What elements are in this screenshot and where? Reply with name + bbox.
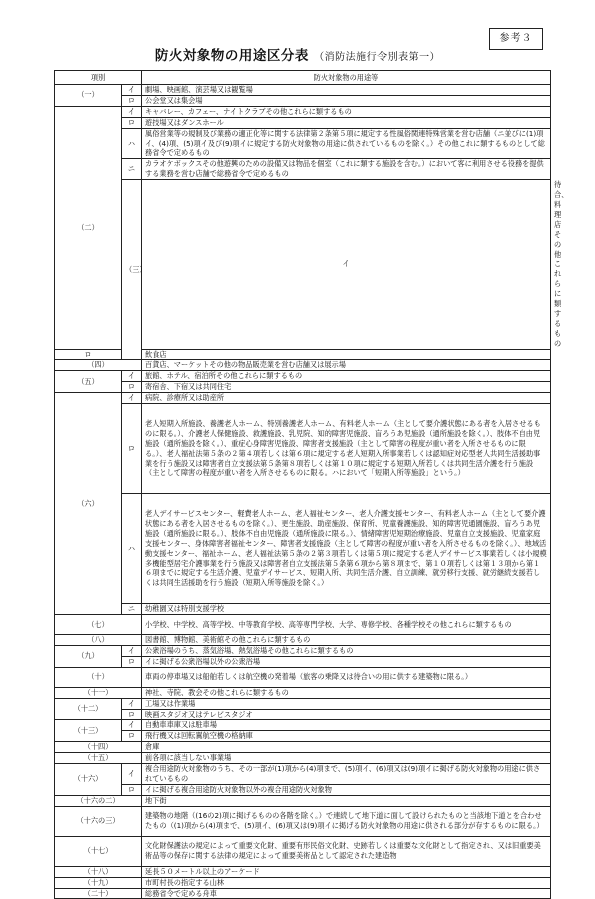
table-row [55,877,551,888]
subcategory-cell: ロ [122,95,142,106]
usage-description-cell: 小学校、中学校、高等学校、中等教育学校、高等専門学校、大学、専修学校、各種学校その他これらに類するもの [142,615,551,635]
subcategory-cell: イ [122,698,142,709]
table-row [55,836,551,866]
usage-description-cell: カラオケボックスその他遊興のための設備又は物品を個室（これに類する施設を含む。）において客に利用させる役務を提供する業務を営む店舗で総務省令で定めるもの [142,159,551,180]
table-row [55,404,551,494]
usage-description-cell: 幼稚園又は特別支援学校 [142,604,551,615]
usage-description-cell: 風俗営業等の規制及び業務の適正化等に関する法律第２条第５項に規定する性風俗関連特殊営業を営む店舗（ニ並びに(1)項イ、(4)項、(5)項イ及び(9)項イに規定する防火対象物の用途に供されているものを除く。）その他これに類するものとして総務省令で定めるもの [142,128,551,159]
table-row [55,645,551,656]
subcategory-cell: イ [122,720,142,731]
table-row [55,128,551,159]
usage-description-cell: 倉庫 [142,742,551,753]
table-row [55,742,551,753]
table-row [55,604,551,615]
subcategory-cell: ハ [122,128,142,159]
table-row [55,866,551,877]
table-row [55,709,551,720]
subcategory-cell: イ [122,645,142,656]
usage-description-cell: 市町村長の指定する山林 [142,877,551,888]
category-cell: （十六） [55,764,122,796]
usage-description-cell: 前各項に該当しない事業場 [142,753,551,764]
table-row [55,371,551,382]
table-row [55,106,551,117]
usage-description-cell: 複合用途防火対象物のうち、その一部が(1)項から(4)項まで、(5)項イ、(6)項又は(9)項イに掲げる防火対象物の用途に供されているもの [142,764,551,785]
usage-classification-table [54,70,569,899]
category-cell: （十四） [55,742,142,753]
usage-description-cell: 病院、診療所又は助産所 [142,393,551,404]
category-cell: （二） [55,106,122,349]
category-cell: （十五） [55,753,142,764]
subcategory-cell: ロ [122,382,142,393]
usage-description-cell: イに掲げる複合用途防火対象物以外の複合用途防火対象物 [142,784,551,795]
subcategory-cell: イ [122,85,142,96]
category-cell: （二十） [55,888,142,899]
subcategory-cell: ロ [55,349,122,360]
table-row [55,764,551,785]
usage-description-cell: 自動車車庫又は駐車場 [142,720,551,731]
reference-label: 参考３ [489,28,543,50]
subcategory-cell: ニ [122,159,142,180]
usage-description-cell: イに掲げる公衆浴場以外の公衆浴場 [142,656,551,667]
usage-description-cell: 公会堂又は集会場 [142,95,551,106]
usage-description-cell: 神社、寺院、教会その他これらに類するもの [142,687,551,698]
header-category: 項別 [55,71,142,85]
table-row [55,382,551,393]
subcategory-cell: ロ [122,731,142,742]
category-cell: （六） [55,393,122,615]
category-cell: （一） [55,85,122,107]
subcategory-cell: イ [122,371,142,382]
table-row [55,117,551,128]
usage-description-cell: 地下街 [142,795,551,806]
category-cell: （十一） [55,687,142,698]
table-row [55,159,551,180]
table-row [55,656,551,667]
usage-description-cell: 旅館、ホテル、宿泊所その他これらに類するもの [142,371,551,382]
table-row [55,667,551,687]
usage-description-cell: 老人デイサービスセンター、軽費老人ホーム、老人福祉センター、老人介護支援センター、有料老人ホーム（主として要介護状態にある者を入居させるものを除く。）、更生施設、助産施設、保育所、児童養護施設、知的障害児通園施設、盲ろうあ児施設（通所施設に限る。）、肢体不自由児施設（通所施設に限る。）、情緒障害児短期治療施設、児童自立支援施設、児童家庭支援センター、身体障害者福祉センター、障害者支援施設（主として障害の程度が重い者を入所させるものを除く。）、地域活動支援センター、福祉ホーム、老人福祉法第５条の２第３項若しくは第５項に規定する老人デイサービス事業若しくは小規模多機能型居宅介護事業を行う施設又は障害者自立支援法第５条第６項から第８項まで、第１０項若しくは第１３項から第１６項までに規定する生活介護、児童デイサービス、短期入所、共同生活介護、自立訓練、就労移行支援、就労継続支援若しくは共同生活援助を行う施設（短期入所等施設を除く。） [142,494,551,604]
category-cell: （八） [55,635,142,646]
usage-description-cell: 文化財保護法の規定によって重要文化財、重要有形民俗文化財、史跡若しくは重要な文化財として指定され、又は旧重要美術品等の保存に関する法律の規定によって重要美術品として認定された建造物 [142,836,551,866]
usage-description-cell: 映画スタジオ又はテレビスタジオ [142,709,551,720]
category-cell: （十） [55,667,142,687]
table-row [55,687,551,698]
category-cell: （十三） [55,720,122,742]
usage-description-cell: 飲食店 [142,349,551,360]
usage-description-cell: 飛行機又は回転翼航空機の格納庫 [142,731,551,742]
table-row [55,494,551,604]
usage-description-cell: 工場又は作業場 [142,698,551,709]
category-cell: （三） [122,180,142,360]
subcategory-cell: ロ [122,117,142,128]
table-row [55,795,551,806]
table-row [55,393,551,404]
usage-description-cell: 遊技場又はダンスホール [142,117,551,128]
subcategory-cell: ロ [122,709,142,720]
table-row [55,698,551,709]
subcategory-cell: ニ [122,604,142,615]
page-title [0,44,595,64]
category-cell: （四） [55,360,142,371]
usage-description-cell: 車両の停車場又は船舶若しくは航空機の発着場（旅客の乗降又は待合いの用に供する建築物に限る。） [142,667,551,687]
table-row [55,888,551,899]
usage-description-cell: 総務省令で定める舟車 [142,888,551,899]
subcategory-cell: イ [142,180,551,349]
table-row [55,615,551,635]
table-row [55,731,551,742]
table-row: （三） イ 待合、料理店その他これらに類するもの [55,180,551,349]
table-row [55,784,551,795]
table-row [55,720,551,731]
table-row [55,85,551,96]
category-cell: （十六の三） [55,806,142,836]
usage-description-cell: 劇場、映画館、演芸場又は観覧場 [142,85,551,96]
subcategory-cell: ロ [122,404,142,494]
table-row [55,753,551,764]
subcategory-cell: イ [122,106,142,117]
table-row [55,360,551,371]
table-header-row [55,71,551,85]
table-row [55,95,551,106]
category-cell: （十八） [55,866,142,877]
usage-description-cell: 建築物の地階（(16の2)項に掲げるものの各階を除く。）で連続して地下道に面して設けられたものと当該地下道とを合わせたもの（(1)項から(4)項まで、(5)項イ、(6)項又は(9)項イに掲げる防火対象物の用途に供される部分が存するものに限る。） [142,806,551,836]
subcategory-cell: イ [122,764,142,785]
usage-description-cell: 百貨店、マーケットその他の物品販売業を営む店舗又は展示場 [142,360,551,371]
subcategory-cell: ロ [122,784,142,795]
category-cell: （七） [55,615,142,635]
header-usage: 防火対象物の用途等 [142,71,551,85]
category-cell: （十二） [55,698,122,720]
usage-description-cell: 寄宿舎、下宿又は共同住宅 [142,382,551,393]
category-cell: （十七） [55,836,142,866]
category-cell: （五） [55,371,122,393]
subcategory-cell: ハ [122,494,142,604]
table-row [55,635,551,646]
title-main: 防火対象物の用途区分表 [154,48,309,64]
category-cell: （十九） [55,877,142,888]
usage-description-cell: 公衆浴場のうち、蒸気浴場、熱気浴場その他これらに類するもの [142,645,551,656]
usage-description-cell: キャバレー、カフェー、ナイトクラブその他これらに類するもの [142,106,551,117]
subcategory-cell: イ [122,393,142,404]
subcategory-cell: ロ [122,656,142,667]
table-row [55,806,551,836]
category-cell: （十六の二） [55,795,142,806]
usage-description-cell: 図書館、博物館、美術館その他これらに類するもの [142,635,551,646]
category-cell: （九） [55,645,122,667]
usage-description-cell: 延長５０メートル以上のアーケード [142,866,551,877]
usage-description-cell: 老人短期入所施設、養護老人ホーム、特別養護老人ホーム、有料老人ホーム（主として要介護状態にある者を入居させるものに限る。）、介護老人保健施設、救護施設、乳児院、知的障害児施設、盲ろうあ児施設（通所施設を除く。）、肢体不自由児施設（通所施設を除く。）、重症心身障害児施設、障害者支援施設（主として障害の程度が重い者を入所させるものに限る。）、老人福祉法第５条の２第４項若しくは第６項に規定する老人短期入所事業若しくは認知症対応型老人共同生活援助事業を行う施設又は障害者自立支援法第５条第８項若しくは第１０項に規定する短期入所若しくは共同生活介護を行う施設（主として障害の程度が重い者を入所させるものに限る。ハにおいて「短期入所等施設」という。） [142,404,551,494]
table-body [55,85,569,899]
title-subtitle: （消防法施行令別表第一） [314,52,441,63]
